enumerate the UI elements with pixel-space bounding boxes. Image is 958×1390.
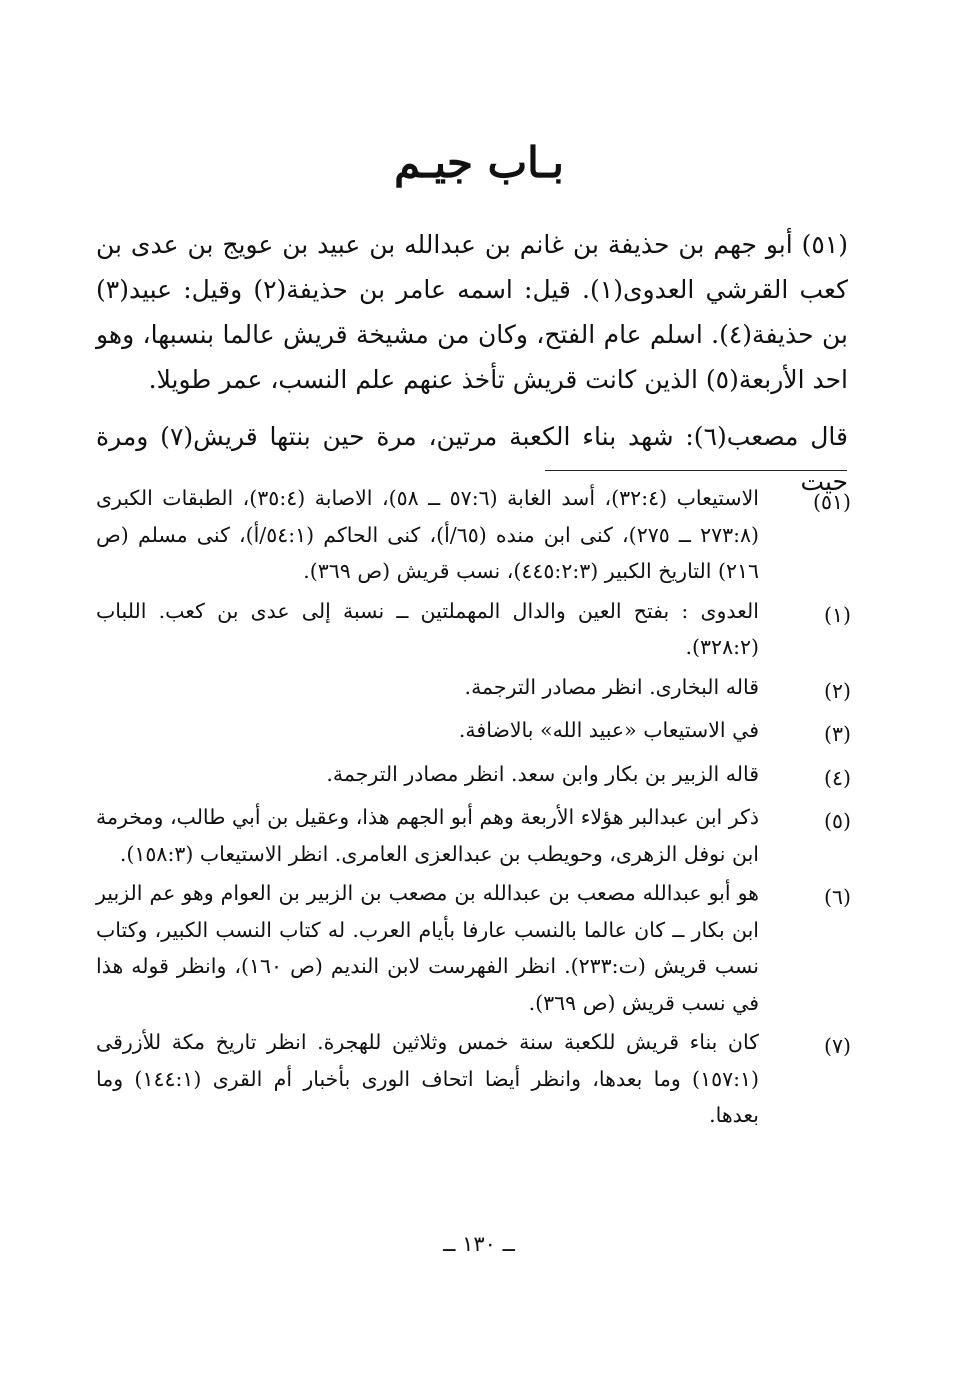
- footnote: [96, 1024, 851, 1134]
- footnote: [96, 712, 851, 753]
- footnote-text: قاله الزبير بن بكار وابن سعد. انظر مصادر الترجمة.: [326, 761, 759, 786]
- footnote: [96, 480, 851, 590]
- footnote-number: (٦): [823, 885, 851, 909]
- footnote-text: ذكر ابن عبدالبر هؤلاء الأربعة وهم أبو الجهم هذا، وعقيل بن أبي طالب، ومخرمة ابن نوفل الزهرى، وحويطب بن عبدالعزى العامرى. انظر الاستيعاب (١٥٨:٣).: [96, 805, 759, 866]
- footnote-number: (٧): [823, 1034, 851, 1058]
- footnote-number: (٢): [823, 678, 851, 703]
- footnote-number: (٣): [823, 722, 851, 746]
- footnote-separator: [545, 470, 847, 471]
- entry-paragraph: (٥١) أبو جهم بن حذيفة بن غانم بن عبدالله بن عبيد بن عويج بن عدى بن كعب القرشي العدوى(١). قيل: اسمه عامر بن حذيفة(٢) وقيل: عبيد(٣) بن حذيفة(٤). اسلم عام الفتح، وكان من مشيخة قريش عالما بنسبها، وهو احد الأربعة(٥) الذين كانت قريش تأخذ عنهم علم النسب، عمر طويلا.: [96, 230, 848, 394]
- footnote-number: (٥١): [812, 490, 851, 514]
- footnote: [96, 669, 851, 710]
- chapter-heading: بـاب جيـم: [394, 138, 564, 187]
- page-number: ــ ١٣٠ ــ: [443, 1232, 515, 1256]
- footnote-text: قاله البخارى. انظر مصادر الترجمة.: [464, 674, 759, 699]
- footnote-text: العدوى : بفتح العين والدال المهملتين ــ نسبة إلى عدى بن كعب. اللباب (٣٢٨:٢).: [96, 598, 759, 659]
- footnote-number: (١): [823, 602, 851, 627]
- footnote-text: كان بناء قريش للكعبة سنة خمس وثلاثين للهجرة. انظر تاريخ مكة للأزرقى (١٥٧:١) وما بعدها، وانظر أيضا اتحاف الورى بأخبار أم القرى (١٤٤:١) وما بعدها.: [96, 1030, 760, 1127]
- footnote: [96, 593, 851, 666]
- footnote-number: (٤): [823, 765, 851, 790]
- footnote: [96, 799, 851, 872]
- continuation-paragraph: قال مصعب(٦): شهد بناء الكعبة مرتين، مرة حين بنتها قريش(٧) ومرة حيت: [96, 422, 848, 496]
- footnote-text: في الاستيعاب «عبيد الله» بالاضافة.: [458, 718, 759, 742]
- main-text: [96, 222, 848, 504]
- footnote-number: (٥): [823, 809, 851, 833]
- footnote: [96, 875, 851, 1021]
- footnote: [96, 756, 851, 797]
- footnotes: [96, 480, 851, 1137]
- footnote-text: الاستيعاب (٣٢:٤)، أسد الغابة (٥٧:٦ ــ ٥٨)، الاصابة (٣٥:٤)، الطبقات الكبرى (٢٧٣:٨ ــ ٢٧٥)، كنى ابن منده (٦٥/أ)، كنى الحاكم (٥٤:١/أ)، كنى مسلم (ص ٢١٦) التاريخ الكبير (٤٤٥:٢:٣)، نسب قريش (ص ٣٦٩).: [96, 486, 760, 583]
- footnote-text: هو أبو عبدالله مصعب بن عبدالله بن مصعب بن الزبير بن العوام وهو عم الزبير ابن بكار ــ كان عالما بالنسب عارفا بأيام العرب. له كتاب النسب الكبير، وكتاب نسب قريش (ت:٢٣٣). انظر الفهرست لابن النديم (ص ١٦٠)، وانظر قوله هذا في نسب قريش (ص ٣٦٩).: [96, 881, 759, 1015]
